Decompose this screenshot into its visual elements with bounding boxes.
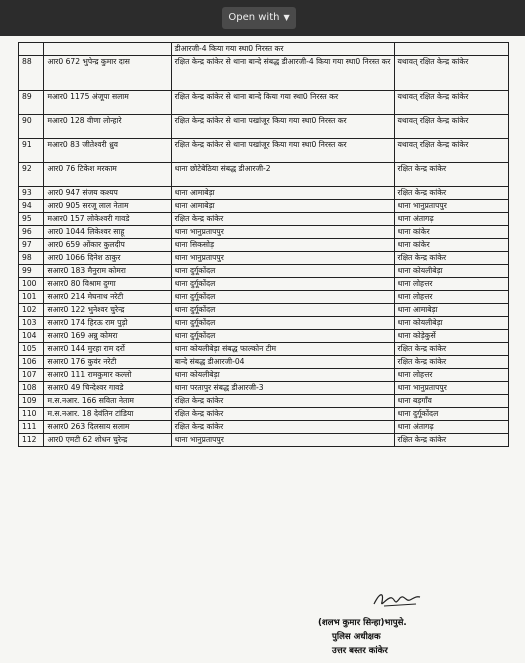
table-row [19, 163, 509, 187]
new-posting-cell: यथावत् रक्षित केन्द्र कांकेर [394, 139, 508, 163]
new-posting-cell: थाना अंतागढ़ [394, 213, 508, 226]
employee-name-cell: सआर0 176 कुवंर नरेटी [44, 356, 171, 369]
current-posting-cell: रक्षित केन्द्र कांकेर [171, 421, 394, 434]
serial-number-cell: 97 [19, 239, 44, 252]
new-posting-cell [394, 43, 508, 56]
table-row [19, 91, 509, 115]
table-row [19, 115, 509, 139]
open-with-label: Open with [228, 12, 280, 23]
signatory-name: (शलभ कुमार सिन्हा)भापुसे. [318, 618, 407, 628]
new-posting-cell: रक्षित केन्द्र कांकेर [394, 356, 508, 369]
current-posting-cell: थाना आमाबेड़ा [171, 200, 394, 213]
current-posting-cell: थाना कोयलीबेड़ा संबद्ध फाल्कोन टीम [171, 343, 394, 356]
new-posting-cell: थाना कांकेर [394, 226, 508, 239]
employee-name-cell: म.स.नआर. 166 सविता नेताम [44, 395, 171, 408]
employee-name-cell: सआर0 80 विश्राम दुग्गा [44, 278, 171, 291]
transfer-table [18, 42, 509, 447]
new-posting-cell: थाना आमाबेड़ा [394, 304, 508, 317]
employee-name-cell: आर0 1044 लिकेश्वर साहू [44, 226, 171, 239]
serial-number-cell: 91 [19, 139, 44, 163]
current-posting-cell: थाना भानुप्रतापपुर [171, 226, 394, 239]
table-row [19, 226, 509, 239]
serial-number-cell: 103 [19, 317, 44, 330]
serial-number-cell: 107 [19, 369, 44, 382]
current-posting-cell: रक्षित केन्द्र कांकेर [171, 213, 394, 226]
employee-name-cell: सआर0 214 मेघनाथ नरेटी [44, 291, 171, 304]
employee-name-cell: आर0 905 सरजू लाल नेताम [44, 200, 171, 213]
new-posting-cell: यथावत् रक्षित केन्द्र कांकेर [394, 91, 508, 115]
table-row [19, 343, 509, 356]
table-row [19, 421, 509, 434]
serial-number-cell: 92 [19, 163, 44, 187]
employee-name-cell: सआर0 183 मैनुराम कोमरा [44, 265, 171, 278]
new-posting-cell: थाना कांकेर [394, 239, 508, 252]
employee-name-cell: सआर0 263 दिलसाय सलाम [44, 421, 171, 434]
signatory-designation: पुलिस अधीक्षक [332, 632, 381, 642]
employee-name-cell: मआर0 157 लोकेश्वरी गावडे [44, 213, 171, 226]
serial-number-cell: 93 [19, 187, 44, 200]
new-posting-cell: थाना दुर्गूकोंदल [394, 408, 508, 421]
serial-number-cell: 102 [19, 304, 44, 317]
new-posting-cell: थाना लोहत्तर [394, 278, 508, 291]
current-posting-cell: रक्षित केन्द्र कांकेर से थाना बान्दे संबद्ध डीआरजी-4 किया गया स्था0 निरस्त कर [171, 56, 394, 91]
table-row [19, 291, 509, 304]
current-posting-cell: थाना सिकसोड़ [171, 239, 394, 252]
current-posting-cell: बान्दे संबद्ध डीआरजी-04 [171, 356, 394, 369]
employee-name-cell: आर0 672 भुपेन्द्र कुमार दास [44, 56, 171, 91]
employee-name-cell: म.स.नआर. 18 देवंतिन टांडिया [44, 408, 171, 421]
new-posting-cell: थाना भानुप्रतापपुर [394, 200, 508, 213]
current-posting-cell: थाना दुर्गूकोंदल [171, 304, 394, 317]
viewer-toolbar [0, 0, 525, 36]
employee-name-cell: आर0 947 संजय कश्यप [44, 187, 171, 200]
serial-number-cell: 105 [19, 343, 44, 356]
table-row [19, 278, 509, 291]
current-posting-cell: थाना दुर्गूकोंदल [171, 291, 394, 304]
serial-number-cell: 108 [19, 382, 44, 395]
current-posting-cell: थाना दुर्गूकोंदल [171, 265, 394, 278]
serial-number-cell: 106 [19, 356, 44, 369]
current-posting-cell: रक्षित केन्द्र कांकेर से थाना पखांजूर किया गया स्था0 निरस्त कर [171, 115, 394, 139]
serial-number-cell: 96 [19, 226, 44, 239]
serial-number-cell: 89 [19, 91, 44, 115]
employee-name-cell: सआर0 111 रामकुमार कल्लो [44, 369, 171, 382]
current-posting-cell: थाना दुर्गूकोंदल [171, 317, 394, 330]
employee-name-cell: सआर0 49 चिन्देश्वर गावडे [44, 382, 171, 395]
table-row [19, 139, 509, 163]
new-posting-cell: थाना कोड़ेकुर्से [394, 330, 508, 343]
current-posting-cell: रक्षित केन्द्र कांकेर [171, 408, 394, 421]
signatory-office: उत्तर बस्तर कांकेर [332, 646, 388, 656]
serial-number-cell: 98 [19, 252, 44, 265]
table-row [19, 213, 509, 226]
table-row [19, 265, 509, 278]
employee-name-cell: मआर0 1175 अंजूपा सलाम [44, 91, 171, 115]
current-posting-cell: थाना भानुप्रतापपुर [171, 252, 394, 265]
employee-name-cell: सआर0 144 मुरहा राम दर्रो [44, 343, 171, 356]
signature-block [318, 596, 468, 656]
table-row [19, 369, 509, 382]
table-row [19, 382, 509, 395]
employee-name-cell: आर0 एमटी 62 शोधन चुरेन्द्र [44, 434, 171, 447]
employee-name-cell: आर0 76 टिकेश मरकाम [44, 163, 171, 187]
current-posting-cell: थाना छोटेबेठिया संबद्ध डीआरजी-2 [171, 163, 394, 187]
current-posting-cell: थाना आमाबेड़ा [171, 187, 394, 200]
serial-number-cell: 101 [19, 291, 44, 304]
chevron-down-icon: ▼ [283, 13, 290, 22]
new-posting-cell: थाना कोयलीबेड़ा [394, 265, 508, 278]
serial-number-cell: 95 [19, 213, 44, 226]
new-posting-cell: थाना लोहत्तर [394, 291, 508, 304]
serial-number-cell: 99 [19, 265, 44, 278]
table-row [19, 434, 509, 447]
new-posting-cell: रक्षित केन्द्र कांकेर [394, 343, 508, 356]
employee-name-cell: सआर0 122 भुनेश्वर चुरेन्द्र [44, 304, 171, 317]
employee-name-cell: आर0 659 ओंकार कुलदीप [44, 239, 171, 252]
table-row [19, 200, 509, 213]
table-row [19, 239, 509, 252]
table-row [19, 395, 509, 408]
table-row [19, 252, 509, 265]
serial-number-cell [19, 43, 44, 56]
table-row [19, 187, 509, 200]
signature-scribble-icon [370, 588, 430, 610]
employee-name-cell: सआर0 174 हिरऊ राम पुड़ो [44, 317, 171, 330]
current-posting-cell: थाना दुर्गूकोंदल [171, 278, 394, 291]
table-row [19, 304, 509, 317]
employee-name-cell: सआर0 169 अन्नु कोमरा [44, 330, 171, 343]
employee-name-cell [44, 43, 171, 56]
document-page [0, 36, 525, 663]
current-posting-cell: थाना परतापुर संबद्ध डीआरजी-3 [171, 382, 394, 395]
serial-number-cell: 111 [19, 421, 44, 434]
serial-number-cell: 94 [19, 200, 44, 213]
serial-number-cell: 104 [19, 330, 44, 343]
current-posting-cell: डीआरजी-4 किया गया स्था0 निरस्त कर [171, 43, 394, 56]
table-row [19, 56, 509, 91]
employee-name-cell: मआर0 128 वीणा लोन्हारे [44, 115, 171, 139]
current-posting-cell: रक्षित केन्द्र कांकेर से थाना बान्दे किया गया स्था0 निरस्त कर [171, 91, 394, 115]
current-posting-cell: थाना दुर्गूकोंदल [171, 330, 394, 343]
table-row [19, 43, 509, 56]
new-posting-cell: थाना अंतागढ़ [394, 421, 508, 434]
current-posting-cell: रक्षित केन्द्र कांकेर [171, 395, 394, 408]
new-posting-cell: रक्षित केन्द्र कांकेर [394, 163, 508, 187]
current-posting-cell: रक्षित केन्द्र कांकेर से थाना पखांजूर किया गया स्था0 निरस्त कर [171, 139, 394, 163]
open-with-button[interactable] [222, 7, 296, 29]
new-posting-cell: रक्षित केन्द्र कांकेर [394, 187, 508, 200]
new-posting-cell: थाना भानुप्रतापपुर [394, 382, 508, 395]
new-posting-cell: रक्षित केन्द्र कांकेर [394, 252, 508, 265]
new-posting-cell: रक्षित केन्द्र कांकेर [394, 434, 508, 447]
table-row [19, 356, 509, 369]
new-posting-cell: यथावत् रक्षित केन्द्र कांकेर [394, 56, 508, 91]
serial-number-cell: 90 [19, 115, 44, 139]
serial-number-cell: 110 [19, 408, 44, 421]
serial-number-cell: 88 [19, 56, 44, 91]
employee-name-cell: आर0 1066 दिनेश ठाकुर [44, 252, 171, 265]
new-posting-cell: थाना बड़गाँव [394, 395, 508, 408]
new-posting-cell: थाना कोयलीबेड़ा [394, 317, 508, 330]
serial-number-cell: 109 [19, 395, 44, 408]
serial-number-cell: 112 [19, 434, 44, 447]
table-row [19, 330, 509, 343]
table-row [19, 317, 509, 330]
serial-number-cell: 100 [19, 278, 44, 291]
current-posting-cell: थाना भानुप्रतापपुर [171, 434, 394, 447]
employee-name-cell: मआर0 83 जीतेश्वरी ध्रुव [44, 139, 171, 163]
table-row [19, 408, 509, 421]
current-posting-cell: थाना कोयलीबेड़ा [171, 369, 394, 382]
new-posting-cell: यथावत् रक्षित केन्द्र कांकेर [394, 115, 508, 139]
new-posting-cell: थाना लोहत्तर [394, 369, 508, 382]
